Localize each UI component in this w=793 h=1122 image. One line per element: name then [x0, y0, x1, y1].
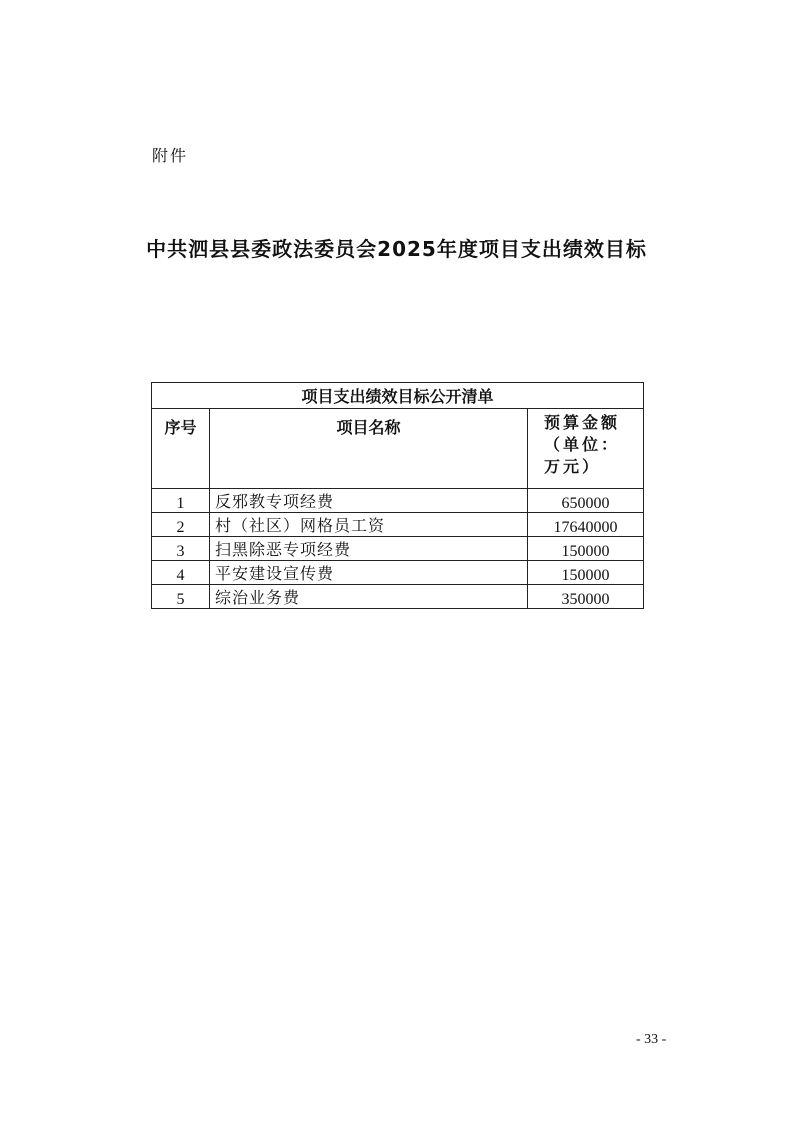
- header-budget-line1: 预算金额: [544, 413, 621, 432]
- header-project-name: 项目名称: [210, 409, 528, 489]
- header-budget-line2: （单位：: [544, 435, 621, 454]
- header-budget-line3: 万元）: [544, 457, 602, 476]
- table-row: [152, 537, 644, 561]
- row-seq: 2: [152, 513, 210, 537]
- row-seq: 1: [152, 489, 210, 513]
- attachment-label: 附件: [152, 146, 189, 165]
- table-row: [152, 585, 644, 609]
- row-amount: 17640000: [528, 513, 644, 537]
- row-amount: 150000: [528, 561, 644, 585]
- table-row: [152, 489, 644, 513]
- row-amount: 150000: [528, 537, 644, 561]
- row-seq: 4: [152, 561, 210, 585]
- row-seq: 3: [152, 537, 210, 561]
- row-project-name: 综治业务费: [210, 585, 528, 609]
- header-seq: 序号: [152, 409, 210, 489]
- page-number: - 33 -: [636, 1032, 667, 1047]
- document-title: 中共泗县县委政法委员会2025年度项目支出绩效目标: [146, 237, 647, 261]
- performance-target-table: [151, 382, 644, 609]
- row-project-name: 反邪教专项经费: [210, 489, 528, 513]
- row-seq: 5: [152, 585, 210, 609]
- table-row: [152, 561, 644, 585]
- row-amount: 650000: [528, 489, 644, 513]
- table-caption: 项目支出绩效目标公开清单: [152, 383, 644, 409]
- table-row: [152, 513, 644, 537]
- row-project-name: 村（社区）网格员工资: [210, 513, 528, 537]
- row-project-name: 扫黑除恶专项经费: [210, 537, 528, 561]
- header-budget: [528, 409, 644, 489]
- row-amount: 350000: [528, 585, 644, 609]
- row-project-name: 平安建设宣传费: [210, 561, 528, 585]
